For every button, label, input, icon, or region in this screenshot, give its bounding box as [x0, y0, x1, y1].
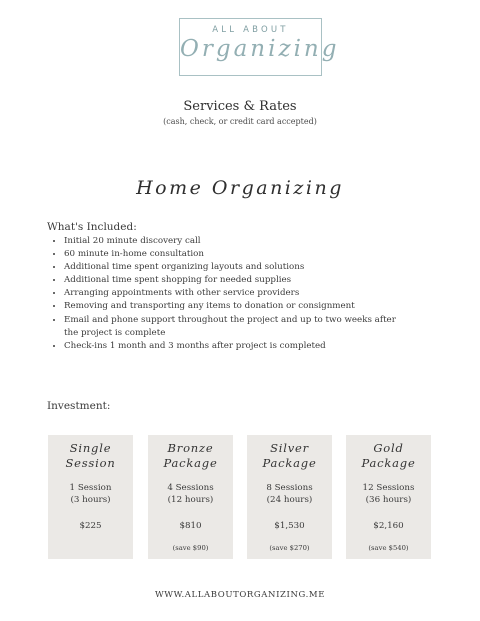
list-item: • Check-ins 1 month and 3 months after project is completed [64, 340, 409, 353]
card-hours: (12 hours) [167, 495, 214, 505]
card-price: $1,530 [274, 521, 305, 531]
card-sessions: 12 Sessions [362, 483, 415, 493]
card-hours: (24 hours) [266, 495, 313, 505]
investment-heading: Investment: [47, 400, 111, 412]
list-item: • Email and phone support throughout the project and up to two weeks after the project is complete [64, 314, 409, 340]
page-subtitle: (cash, check, or credit card accepted) [163, 117, 317, 126]
card-sessions: 8 Sessions [266, 483, 313, 493]
card-name-line2: Package [262, 456, 317, 470]
list-item: • 60 minute in-home consultation [64, 248, 409, 261]
included-heading: What's Included: [47, 221, 137, 233]
card-name-line1: Silver [270, 441, 309, 455]
card-name-line2: Session [65, 456, 116, 470]
card-price: $810 [179, 521, 202, 531]
page-title: Services & Rates [183, 99, 297, 114]
logo-script-text: Organizing [180, 36, 340, 62]
card-name-line1: Gold [373, 441, 404, 455]
pricing-card-bronze [148, 435, 233, 559]
card-price: $2,160 [373, 521, 404, 531]
card-name [346, 441, 431, 471]
card-sessions: 1 Session [69, 483, 112, 493]
logo [179, 18, 340, 76]
card-hours: (3 hours) [70, 495, 111, 505]
list-item: • Removing and transporting any items to donation or consignment [64, 300, 409, 313]
list-item: • Additional time spent shopping for needed supplies [64, 274, 409, 287]
section-title: Home Organizing [136, 177, 344, 199]
pricing-card-gold [346, 435, 431, 559]
card-savings: (save $540) [368, 544, 409, 552]
card-savings: (save $270) [269, 544, 310, 552]
list-item: • Arranging appointments with other service providers [64, 287, 409, 300]
website-link[interactable]: WWW.ALLABOUTORGANIZING.ME [154, 590, 326, 600]
included-list [47, 235, 409, 353]
card-sessions: 4 Sessions [167, 483, 214, 493]
card-name-line1: Single [69, 441, 112, 455]
card-name [48, 441, 133, 471]
card-name-line1: Bronze [167, 441, 214, 455]
pricing-card-silver [247, 435, 332, 559]
list-item: • Initial 20 minute discovery call [64, 235, 409, 248]
card-name-line2: Package [361, 456, 416, 470]
logo-top-text: ALL ABOUT [212, 25, 289, 35]
card-name-line2: Package [163, 456, 218, 470]
pricing-card-single [48, 435, 133, 559]
card-name [247, 441, 332, 471]
list-item: • Additional time spent organizing layouts and solutions [64, 261, 409, 274]
card-hours: (36 hours) [365, 495, 412, 505]
card-name [148, 441, 233, 471]
card-savings: (save $90) [172, 544, 209, 552]
card-price: $225 [79, 521, 102, 531]
